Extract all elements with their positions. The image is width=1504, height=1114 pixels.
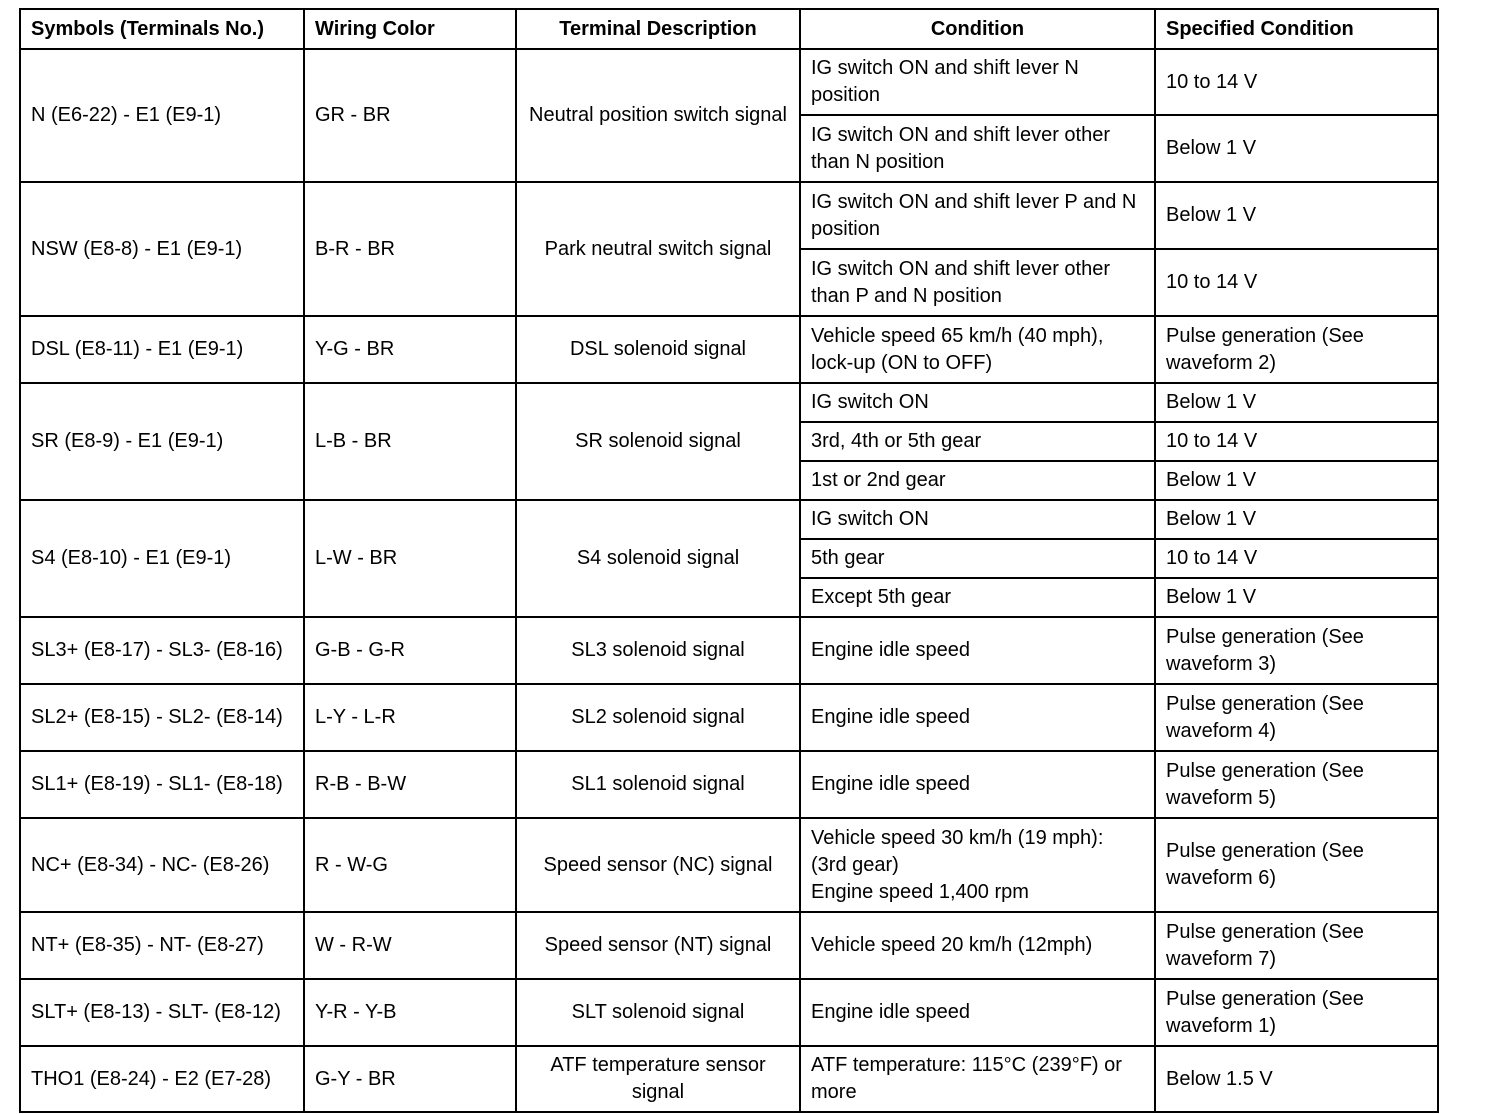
specified-condition-cell: Below 1.5 V	[1155, 1046, 1438, 1112]
symbol-cell: SL1+ (E8-19) - SL1- (E8-18)	[20, 751, 304, 818]
wiring-color-cell: R - W-G	[304, 818, 516, 912]
symbol-cell: DSL (E8-11) - E1 (E9-1)	[20, 316, 304, 383]
wiring-color-cell: GR - BR	[304, 49, 516, 182]
symbol-cell: SL3+ (E8-17) - SL3- (E8-16)	[20, 617, 304, 684]
condition-cell: Engine idle speed	[800, 684, 1155, 751]
table-row	[20, 751, 1438, 818]
wiring-color-cell: L-B - BR	[304, 383, 516, 500]
condition-cell: IG switch ON and shift lever other than P and N position	[800, 249, 1155, 316]
terminal-description-cell: Park neutral switch signal	[516, 182, 800, 316]
terminal-description-cell: SL3 solenoid signal	[516, 617, 800, 684]
terminal-description-cell: SR solenoid signal	[516, 383, 800, 500]
specified-condition-cell: Pulse generation (See waveform 7)	[1155, 912, 1438, 979]
specified-condition-cell: 10 to 14 V	[1155, 49, 1438, 115]
wiring-color-cell: G-Y - BR	[304, 1046, 516, 1112]
table-row	[20, 617, 1438, 684]
table-row	[20, 979, 1438, 1046]
condition-cell: Except 5th gear	[800, 578, 1155, 617]
table-row	[20, 684, 1438, 751]
specified-condition-cell: Pulse generation (See waveform 4)	[1155, 684, 1438, 751]
symbol-cell: SLT+ (E8-13) - SLT- (E8-12)	[20, 979, 304, 1046]
specified-condition-cell: 10 to 14 V	[1155, 249, 1438, 316]
condition-cell: Vehicle speed 30 km/h (19 mph): (3rd gear) Engine speed 1,400 rpm	[800, 818, 1155, 912]
table-row	[20, 316, 1438, 383]
specified-condition-cell: Pulse generation (See waveform 2)	[1155, 316, 1438, 383]
specified-condition-cell: Below 1 V	[1155, 115, 1438, 182]
specified-condition-cell: Pulse generation (See waveform 3)	[1155, 617, 1438, 684]
condition-cell: IG switch ON and shift lever P and N position	[800, 182, 1155, 249]
table-row	[20, 182, 1438, 249]
condition-cell: 5th gear	[800, 539, 1155, 578]
symbol-cell: SR (E8-9) - E1 (E9-1)	[20, 383, 304, 500]
header-condition: Condition	[800, 9, 1155, 49]
specified-condition-cell: Below 1 V	[1155, 461, 1438, 500]
table-row	[20, 1046, 1438, 1112]
condition-cell: 3rd, 4th or 5th gear	[800, 422, 1155, 461]
terminal-description-cell: SLT solenoid signal	[516, 979, 800, 1046]
specified-condition-cell: Below 1 V	[1155, 182, 1438, 249]
header-terminal-description: Terminal Description	[516, 9, 800, 49]
terminal-description-cell: SL2 solenoid signal	[516, 684, 800, 751]
terminal-spec-table	[19, 8, 1439, 1113]
wiring-color-cell: W - R-W	[304, 912, 516, 979]
specified-condition-cell: 10 to 14 V	[1155, 422, 1438, 461]
specified-condition-cell: Pulse generation (See waveform 5)	[1155, 751, 1438, 818]
condition-cell: ATF temperature: 115°C (239°F) or more	[800, 1046, 1155, 1112]
table-row	[20, 500, 1438, 539]
terminal-description-cell: DSL solenoid signal	[516, 316, 800, 383]
wiring-color-cell: B-R - BR	[304, 182, 516, 316]
symbol-cell: SL2+ (E8-15) - SL2- (E8-14)	[20, 684, 304, 751]
specified-condition-cell: 10 to 14 V	[1155, 539, 1438, 578]
table-row	[20, 383, 1438, 422]
wiring-color-cell: R-B - B-W	[304, 751, 516, 818]
condition-cell: IG switch ON	[800, 383, 1155, 422]
condition-cell: Vehicle speed 20 km/h (12mph)	[800, 912, 1155, 979]
header-row	[20, 9, 1438, 49]
symbol-cell: S4 (E8-10) - E1 (E9-1)	[20, 500, 304, 617]
terminal-description-cell: ATF temperature sensor signal	[516, 1046, 800, 1112]
condition-cell: 1st or 2nd gear	[800, 461, 1155, 500]
symbol-cell: NC+ (E8-34) - NC- (E8-26)	[20, 818, 304, 912]
symbol-cell: THO1 (E8-24) - E2 (E7-28)	[20, 1046, 304, 1112]
wiring-color-cell: L-W - BR	[304, 500, 516, 617]
header-specified-condition: Specified Condition	[1155, 9, 1438, 49]
table-row	[20, 49, 1438, 115]
specified-condition-cell: Pulse generation (See waveform 1)	[1155, 979, 1438, 1046]
specified-condition-cell: Pulse generation (See waveform 6)	[1155, 818, 1438, 912]
table-row	[20, 818, 1438, 912]
terminal-description-cell: Neutral position switch signal	[516, 49, 800, 182]
symbol-cell: N (E6-22) - E1 (E9-1)	[20, 49, 304, 182]
condition-cell: Engine idle speed	[800, 617, 1155, 684]
table-body	[20, 49, 1438, 1112]
terminal-description-cell: S4 solenoid signal	[516, 500, 800, 617]
condition-cell: IG switch ON and shift lever N position	[800, 49, 1155, 115]
condition-cell: Engine idle speed	[800, 751, 1155, 818]
terminal-description-cell: SL1 solenoid signal	[516, 751, 800, 818]
specified-condition-cell: Below 1 V	[1155, 383, 1438, 422]
symbol-cell: NT+ (E8-35) - NT- (E8-27)	[20, 912, 304, 979]
wiring-color-cell: Y-G - BR	[304, 316, 516, 383]
wiring-color-cell: Y-R - Y-B	[304, 979, 516, 1046]
header-symbols: Symbols (Terminals No.)	[20, 9, 304, 49]
header-wiring-color: Wiring Color	[304, 9, 516, 49]
symbol-cell: NSW (E8-8) - E1 (E9-1)	[20, 182, 304, 316]
table-row	[20, 912, 1438, 979]
condition-cell: Vehicle speed 65 km/h (40 mph), lock-up (ON to OFF)	[800, 316, 1155, 383]
wiring-color-cell: L-Y - L-R	[304, 684, 516, 751]
terminal-description-cell: Speed sensor (NT) signal	[516, 912, 800, 979]
condition-cell: Engine idle speed	[800, 979, 1155, 1046]
condition-cell: IG switch ON	[800, 500, 1155, 539]
wiring-color-cell: G-B - G-R	[304, 617, 516, 684]
specified-condition-cell: Below 1 V	[1155, 578, 1438, 617]
specified-condition-cell: Below 1 V	[1155, 500, 1438, 539]
terminal-description-cell: Speed sensor (NC) signal	[516, 818, 800, 912]
condition-cell: IG switch ON and shift lever other than N position	[800, 115, 1155, 182]
